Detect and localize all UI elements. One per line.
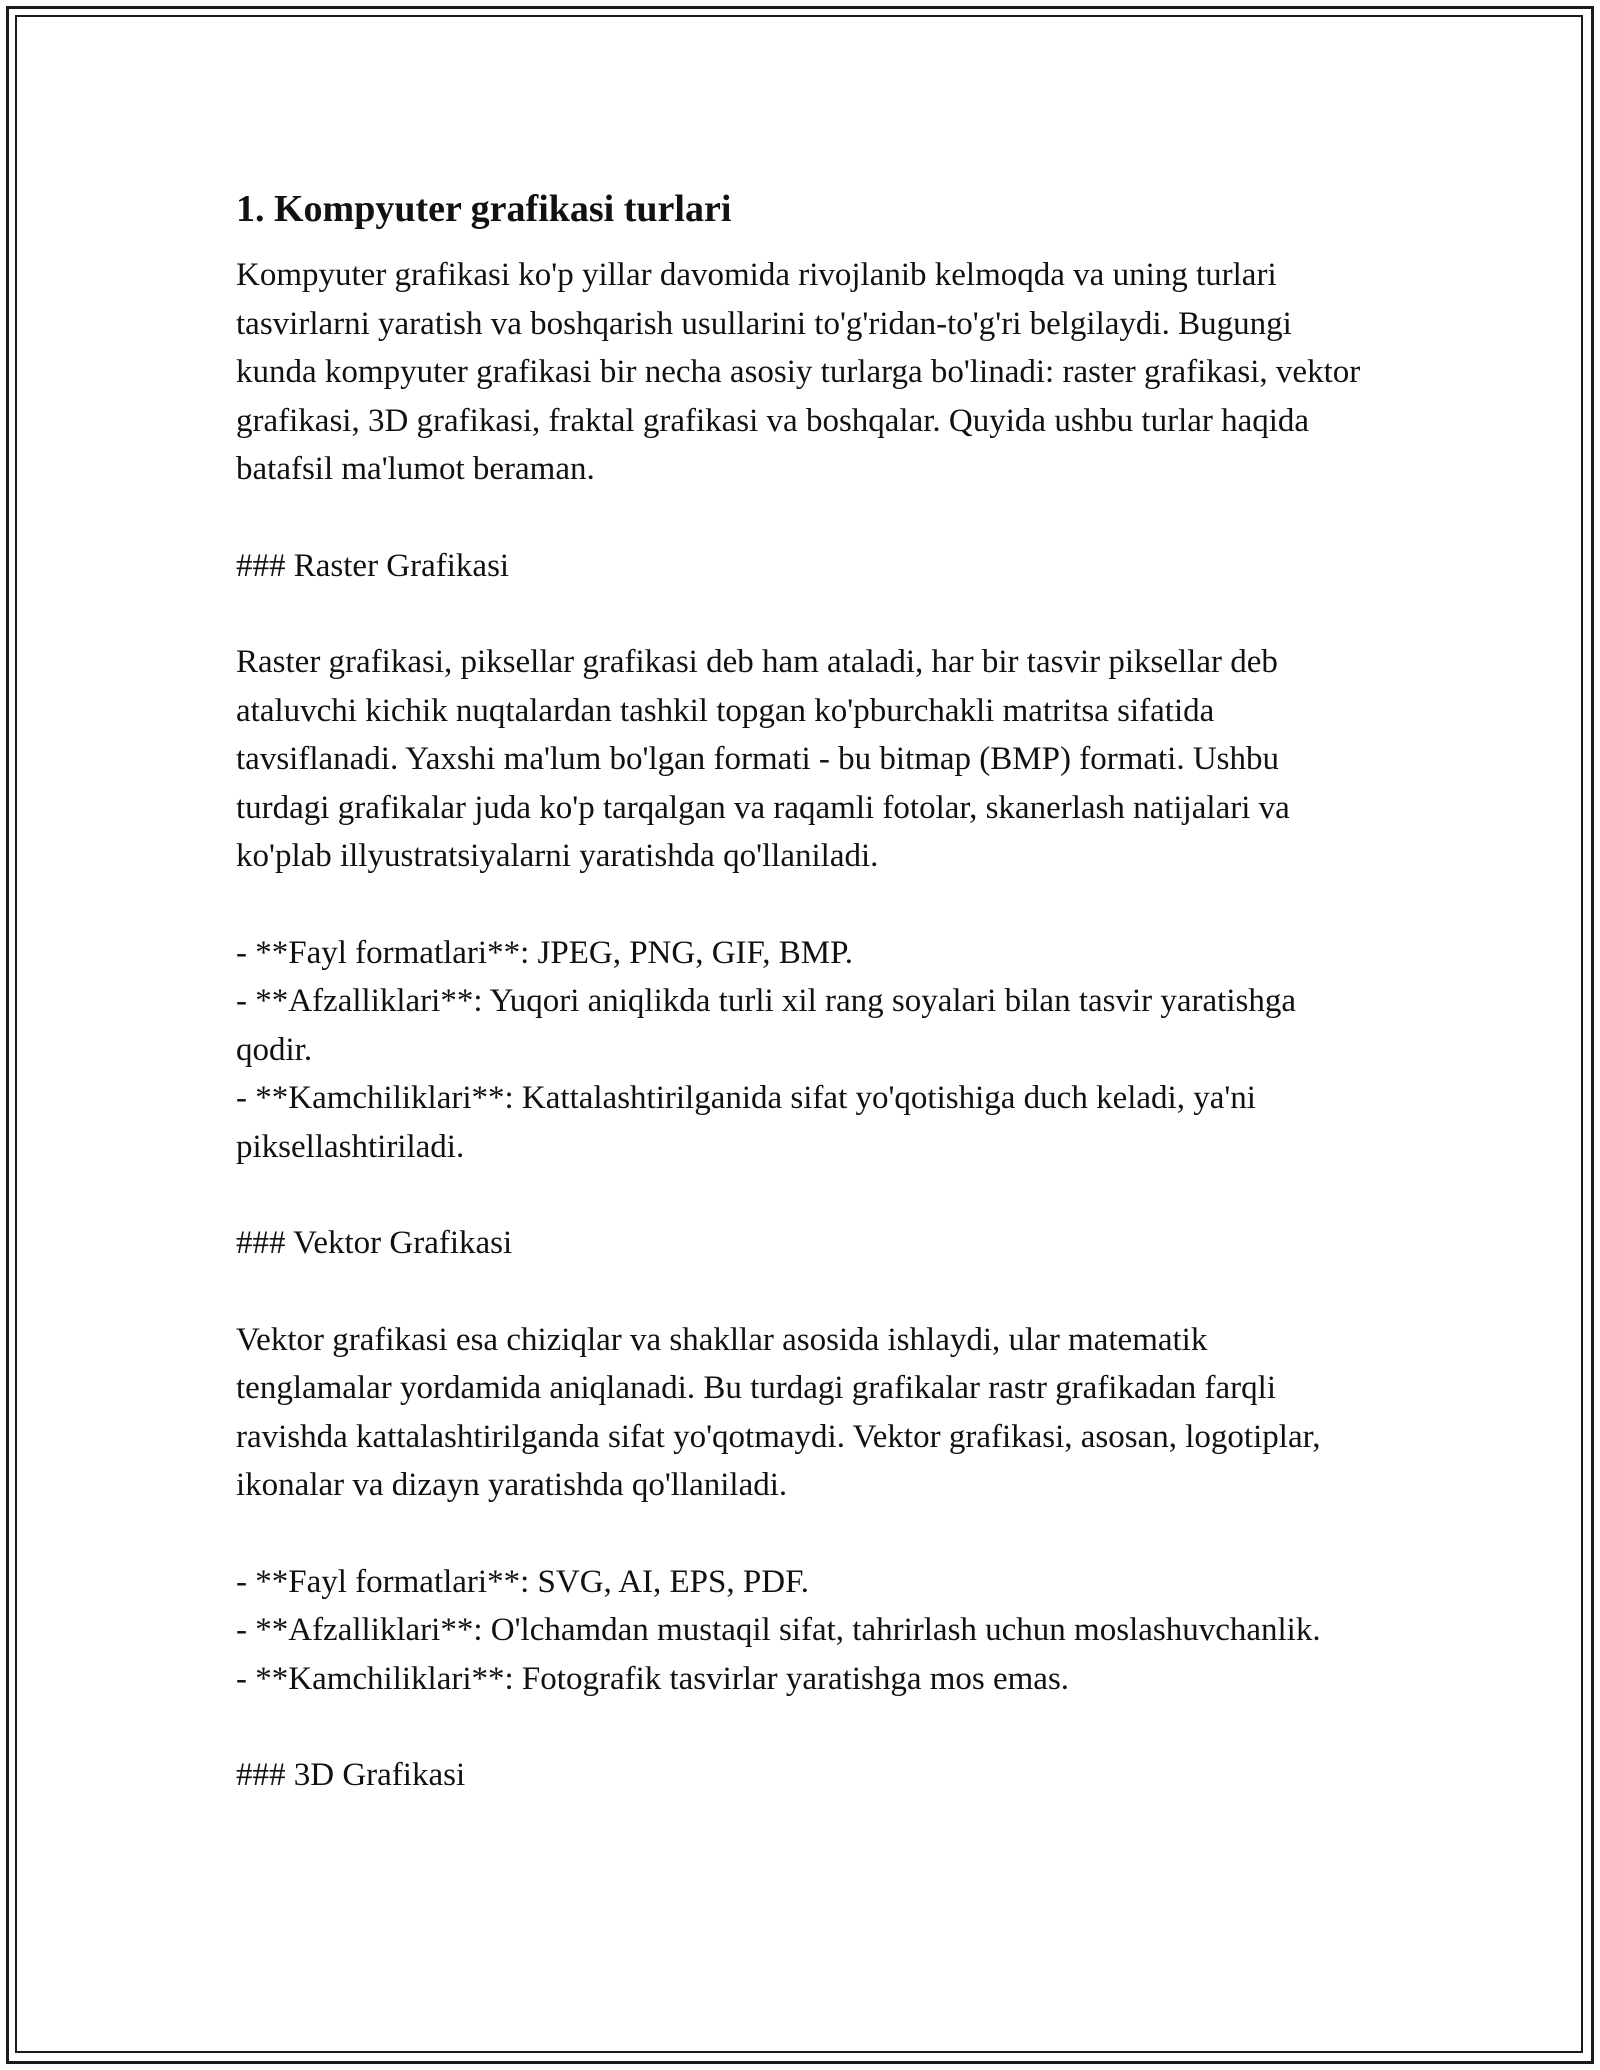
list-item: - **Kamchiliklari**: Fotografik tasvirlar yaratishga mos emas. [236, 1660, 1070, 1697]
section-3d [236, 1751, 1366, 1800]
list-item: - **Afzalliklari**: O'lchamdan mustaqil sifat, tahrirlash uchun moslashuvchanlik. [236, 1612, 1321, 1648]
list-item: - **Fayl formatlari**: SVG, AI, EPS, PDF. [236, 1563, 810, 1600]
section-vector [236, 1219, 1366, 1703]
section-body-vector: Vektor grafikasi esa chiziqlar va shakllar asosida ishlaydi, ular matematik tenglamalar yordamida aniqlanadi. Bu turdagi grafikalar rastr grafikadan farqli ravishda kattalashtirilganda sifat yo'qotmaydi. Vektor grafikasi, asosan, logotiplar, ikonalar va dizayn yaratishda qo'llaniladi. [236, 1321, 1321, 1503]
intro-paragraph: Kompyuter grafikasi ko'p yillar davomida rivojlanib kelmoqda va uning turlari tasvirlarni yaratish va boshqarish usullarini to'g'ridan-to'g'ri belgilaydi. Bugungi kunda kompyuter grafikasi bir necha asosiy turlarga bo'linadi: raster grafikasi, vektor grafikasi, 3D grafikasi, fraktal grafikasi va boshqalar. Quyida ushbu turlar haqida batafsil ma'lumot beraman. [236, 257, 1361, 487]
section-raster [236, 542, 1366, 1172]
bullet-list-raster [236, 929, 1366, 1172]
list-item: - **Kamchiliklari**: Kattalashtirilganida sifat yo'qotishiga duch keladi, ya'ni piksellashtiriladi. [236, 1080, 1256, 1165]
bullet-list-vector [236, 1558, 1366, 1704]
document-body [236, 185, 1366, 1848]
list-item: - **Afzalliklari**: Yuqori aniqlikda turli xil rang soyalari bilan tasvir yaratishga qodir. [236, 983, 1296, 1068]
document-title: 1. Kompyuter grafikasi turlari [236, 188, 732, 230]
section-heading-vector: ### Vektor Grafikasi [236, 1225, 513, 1261]
section-heading-raster: ### Raster Grafikasi [236, 547, 510, 584]
section-body-raster: Raster grafikasi, piksellar grafikasi deb ham ataladi, har bir tasvir piksellar deb ataluvchi kichik nuqtalardan tashkil topgan ko'pburchakli matritsa sifatida tavsiflanadi. Yaxshi ma'lum bo'lgan formati - bu bitmap (BMP) formati. Ushbu turdagi grafikalar juda ko'p tarqalgan va raqamli fotolar, skanerlash natijalari va ko'plab illyustratsiyalarni yaratishda qo'llaniladi. [236, 644, 1290, 874]
section-heading-3d: ### 3D Grafikasi [236, 1757, 466, 1793]
list-item: - **Fayl formatlari**: JPEG, PNG, GIF, BMP. [236, 934, 854, 971]
